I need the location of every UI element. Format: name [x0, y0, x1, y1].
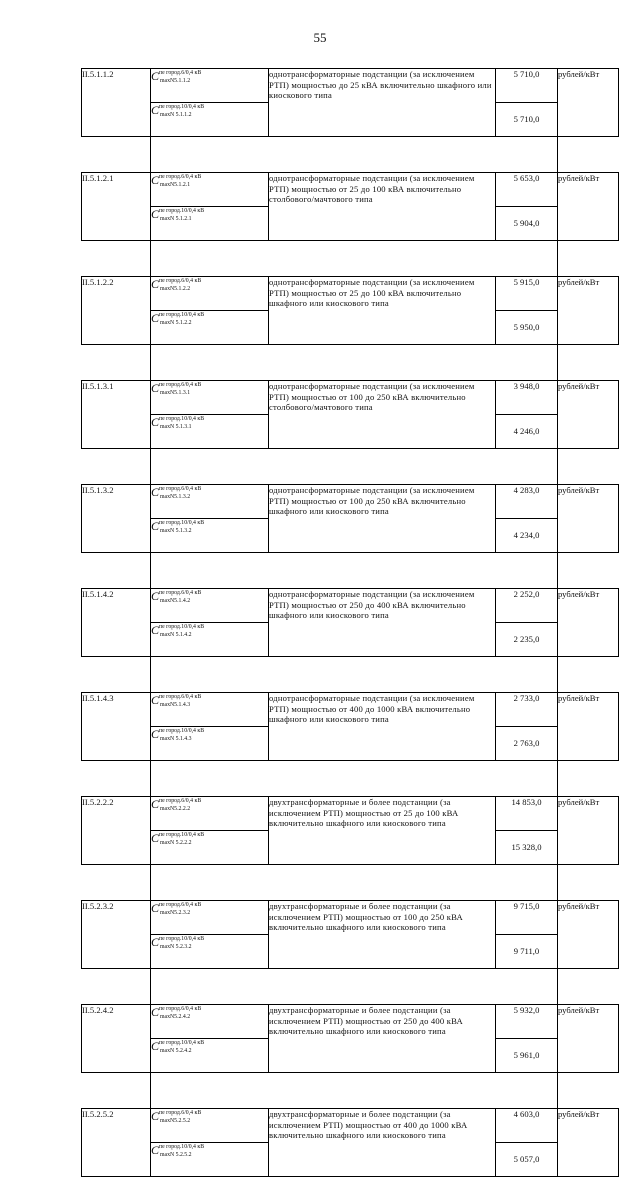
tariff-table-body	[82, 69, 619, 1177]
row-gap	[82, 761, 619, 797]
formula-superscript: пе город.10/0,4 кВ	[159, 104, 205, 110]
formula-symbol	[151, 69, 269, 103]
formula-subscript: maxN5.1.3.2	[160, 494, 191, 500]
row-gap	[82, 345, 619, 381]
table-row	[82, 381, 619, 415]
formula-letter: C	[151, 519, 160, 533]
formula-superscript: пе город.10/0,4 кВ	[159, 312, 205, 318]
formula-subscript: maxN 5.1.2.1	[160, 216, 192, 222]
formula-subscript: maxN5.2.4.2	[160, 1014, 191, 1020]
row-code: II.5.1.4.2	[82, 589, 151, 657]
row-gap	[82, 137, 619, 173]
row-description: двухтрансформаторные и более подстанции (за исключением РТП) мощностью от 25 до 100 кВА включительно шкафного или киоскового типа	[269, 797, 496, 865]
row-code: II.5.1.2.2	[82, 277, 151, 345]
table-row	[82, 277, 619, 311]
formula-letter: C	[151, 207, 160, 221]
row-description: однотрансформаторные подстанции (за исключением РТП) мощностью до 25 кВА включительно шкафного или киоскового типа	[269, 69, 496, 137]
row-code: II.5.1.4.3	[82, 693, 151, 761]
formula-superscript: пе город.10/0,4 кВ	[159, 1144, 205, 1150]
formula-symbol	[151, 1143, 269, 1177]
formula-subscript: maxN 5.1.3.1	[160, 424, 192, 430]
row-description: однотрансформаторные подстанции (за исключением РТП) мощностью от 400 до 1000 кВА включительно шкафного или киоскового типа	[269, 693, 496, 761]
formula-symbol	[151, 381, 269, 415]
row-unit: рублей/кВт	[558, 277, 619, 345]
formula-superscript: пе город.10/0,4 кВ	[159, 832, 205, 838]
formula-letter: C	[151, 1005, 160, 1019]
formula-superscript: пе город.6/0,4 кВ	[159, 382, 202, 388]
formula-subscript: maxN5.1.3.1	[160, 390, 191, 396]
row-description: однотрансформаторные подстанции (за исключением РТП) мощностью от 100 до 250 кВА включительно шкафного или киоскового типа	[269, 485, 496, 553]
rate-value-10kv: 4 234,0	[496, 519, 558, 553]
rate-value-10kv: 5 057,0	[496, 1143, 558, 1177]
formula-letter: C	[151, 1039, 160, 1053]
row-description: однотрансформаторные подстанции (за исключением РТП) мощностью от 25 до 100 кВА включительно столбового/мачтового типа	[269, 173, 496, 241]
row-code: II.5.1.1.2	[82, 69, 151, 137]
formula-subscript: maxN5.2.5.2	[160, 1118, 191, 1124]
formula-symbol	[151, 693, 269, 727]
rate-value-10kv: 5 904,0	[496, 207, 558, 241]
formula-symbol	[151, 311, 269, 345]
formula-letter: C	[151, 381, 160, 395]
rate-value-10kv: 4 246,0	[496, 415, 558, 449]
row-unit: рублей/кВт	[558, 1005, 619, 1073]
formula-subscript: maxN5.1.4.3	[160, 702, 191, 708]
row-gap	[82, 241, 619, 277]
formula-subscript: maxN 5.2.4.2	[160, 1048, 192, 1054]
row-description: однотрансформаторные подстанции (за исключением РТП) мощностью от 250 до 400 кВА включительно шкафного или киоскового типа	[269, 589, 496, 657]
formula-letter: C	[151, 901, 160, 915]
formula-subscript: maxN 5.1.2.2	[160, 320, 192, 326]
formula-superscript: пе город.10/0,4 кВ	[159, 624, 205, 630]
formula-superscript: пе город.6/0,4 кВ	[159, 70, 202, 76]
formula-symbol	[151, 173, 269, 207]
formula-superscript: пе город.6/0,4 кВ	[159, 278, 202, 284]
formula-symbol	[151, 415, 269, 449]
table-row	[82, 797, 619, 831]
formula-symbol	[151, 831, 269, 865]
row-unit: рублей/кВт	[558, 693, 619, 761]
row-unit: рублей/кВт	[558, 69, 619, 137]
formula-subscript: maxN5.1.4.2	[160, 598, 191, 604]
formula-symbol	[151, 207, 269, 241]
formula-superscript: пе город.6/0,4 кВ	[159, 1006, 202, 1012]
formula-subscript: maxN 5.2.2.2	[160, 840, 192, 846]
table-row	[82, 901, 619, 935]
formula-letter: C	[151, 311, 160, 325]
rate-value-10kv: 9 711,0	[496, 935, 558, 969]
formula-superscript: пе город.10/0,4 кВ	[159, 208, 205, 214]
formula-letter: C	[151, 727, 160, 741]
formula-letter: C	[151, 69, 160, 83]
rate-value-6kv: 2 733,0	[496, 693, 558, 727]
row-gap	[82, 969, 619, 1005]
formula-subscript: maxN 5.2.3.2	[160, 944, 192, 950]
rate-value-10kv: 5 710,0	[496, 103, 558, 137]
table-row	[82, 589, 619, 623]
formula-letter: C	[151, 831, 160, 845]
rate-value-10kv: 5 950,0	[496, 311, 558, 345]
formula-symbol	[151, 1109, 269, 1143]
row-code: II.5.1.3.1	[82, 381, 151, 449]
row-unit: рублей/кВт	[558, 381, 619, 449]
formula-symbol	[151, 1005, 269, 1039]
row-code: II.5.2.3.2	[82, 901, 151, 969]
formula-subscript: maxN5.1.2.2	[160, 286, 191, 292]
row-description: двухтрансформаторные и более подстанции (за исключением РТП) мощностью от 100 до 250 кВА включительно шкафного или киоскового типа	[269, 901, 496, 969]
row-gap	[82, 1073, 619, 1109]
formula-subscript: maxN5.1.1.2	[160, 78, 191, 84]
rate-value-6kv: 14 853,0	[496, 797, 558, 831]
table-row	[82, 693, 619, 727]
rate-value-6kv: 5 915,0	[496, 277, 558, 311]
row-code: II.5.2.4.2	[82, 1005, 151, 1073]
row-description: однотрансформаторные подстанции (за исключением РТП) мощностью от 100 до 250 кВА включительно столбового/мачтового типа	[269, 381, 496, 449]
formula-letter: C	[151, 173, 160, 187]
formula-superscript: пе город.6/0,4 кВ	[159, 902, 202, 908]
formula-superscript: пе город.10/0,4 кВ	[159, 520, 205, 526]
formula-superscript: пе город.10/0,4 кВ	[159, 416, 205, 422]
formula-superscript: пе город.10/0,4 кВ	[159, 728, 205, 734]
row-gap	[82, 657, 619, 693]
tariff-table	[81, 68, 619, 1177]
row-unit: рублей/кВт	[558, 797, 619, 865]
rate-value-6kv: 5 710,0	[496, 69, 558, 103]
row-gap	[82, 553, 619, 589]
formula-letter: C	[151, 1109, 160, 1123]
formula-symbol	[151, 935, 269, 969]
formula-superscript: пе город.6/0,4 кВ	[159, 798, 202, 804]
row-gap	[82, 449, 619, 485]
formula-superscript: пе город.10/0,4 кВ	[159, 1040, 205, 1046]
row-unit: рублей/кВт	[558, 485, 619, 553]
formula-letter: C	[151, 415, 160, 429]
rate-value-10kv: 2 235,0	[496, 623, 558, 657]
rate-value-6kv: 3 948,0	[496, 381, 558, 415]
rate-value-6kv: 4 603,0	[496, 1109, 558, 1143]
rate-value-6kv: 5 932,0	[496, 1005, 558, 1039]
formula-letter: C	[151, 693, 160, 707]
formula-letter: C	[151, 103, 160, 117]
row-unit: рублей/кВт	[558, 173, 619, 241]
formula-letter: C	[151, 935, 160, 949]
formula-symbol	[151, 1039, 269, 1073]
formula-subscript: maxN 5.1.1.2	[160, 112, 192, 118]
rate-value-6kv: 9 715,0	[496, 901, 558, 935]
formula-symbol	[151, 485, 269, 519]
row-description: двухтрансформаторные и более подстанции (за исключением РТП) мощностью от 400 до 1000 кВА включительно шкафного или киоскового типа	[269, 1109, 496, 1177]
formula-symbol	[151, 623, 269, 657]
formula-symbol	[151, 277, 269, 311]
page-number: 55	[313, 30, 327, 45]
formula-superscript: пе город.6/0,4 кВ	[159, 694, 202, 700]
table-row	[82, 69, 619, 103]
row-unit: рублей/кВт	[558, 589, 619, 657]
rate-value-10kv: 5 961,0	[496, 1039, 558, 1073]
row-unit: рублей/кВт	[558, 901, 619, 969]
row-code: II.5.1.3.2	[82, 485, 151, 553]
rate-value-6kv: 4 283,0	[496, 485, 558, 519]
formula-subscript: maxN 5.1.4.3	[160, 736, 192, 742]
row-description: двухтрансформаторные и более подстанции (за исключением РТП) мощностью от 250 до 400 кВА включительно шкафного или киоскового типа	[269, 1005, 496, 1073]
row-description: однотрансформаторные подстанции (за исключением РТП) мощностью от 25 до 100 кВА включительно шкафного или киоскового типа	[269, 277, 496, 345]
formula-superscript: пе город.6/0,4 кВ	[159, 174, 202, 180]
rate-value-10kv: 15 328,0	[496, 831, 558, 865]
formula-letter: C	[151, 623, 160, 637]
row-gap	[82, 865, 619, 901]
formula-superscript: пе город.6/0,4 кВ	[159, 1110, 202, 1116]
formula-letter: C	[151, 589, 160, 603]
table-row	[82, 485, 619, 519]
table-row	[82, 1005, 619, 1039]
formula-letter: C	[151, 1143, 160, 1157]
rate-value-6kv: 2 252,0	[496, 589, 558, 623]
formula-subscript: maxN5.1.2.1	[160, 182, 191, 188]
formula-symbol	[151, 519, 269, 553]
formula-letter: C	[151, 485, 160, 499]
formula-subscript: maxN 5.1.4.2	[160, 632, 192, 638]
formula-symbol	[151, 797, 269, 831]
formula-letter: C	[151, 797, 160, 811]
rate-value-6kv: 5 653,0	[496, 173, 558, 207]
table-row	[82, 173, 619, 207]
formula-subscript: maxN 5.2.5.2	[160, 1152, 192, 1158]
formula-symbol	[151, 103, 269, 137]
formula-superscript: пе город.10/0,4 кВ	[159, 936, 205, 942]
formula-subscript: maxN 5.1.3.2	[160, 528, 192, 534]
formula-superscript: пе город.6/0,4 кВ	[159, 486, 202, 492]
formula-symbol	[151, 589, 269, 623]
formula-symbol	[151, 727, 269, 761]
row-code: II.5.2.5.2	[82, 1109, 151, 1177]
table-row	[82, 1109, 619, 1143]
row-code: II.5.1.2.1	[82, 173, 151, 241]
row-code: II.5.2.2.2	[82, 797, 151, 865]
rate-value-10kv: 2 763,0	[496, 727, 558, 761]
row-unit: рублей/кВт	[558, 1109, 619, 1177]
formula-subscript: maxN5.2.3.2	[160, 910, 191, 916]
formula-letter: C	[151, 277, 160, 291]
formula-subscript: maxN5.2.2.2	[160, 806, 191, 812]
formula-symbol	[151, 901, 269, 935]
formula-superscript: пе город.6/0,4 кВ	[159, 590, 202, 596]
